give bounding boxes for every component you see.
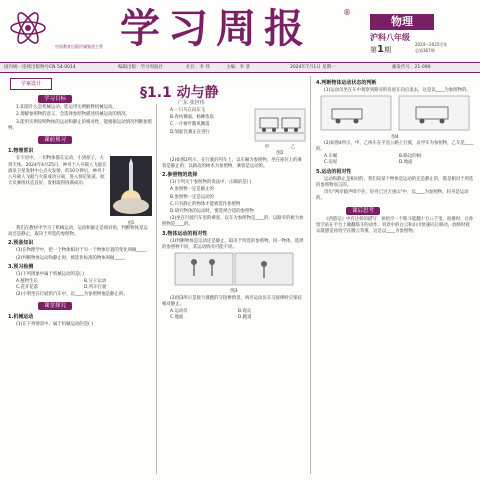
relativity-heading: 3.物体运动的相对性 xyxy=(162,230,208,237)
judge-options xyxy=(316,154,474,166)
newspaper-title: 学习周报 xyxy=(120,5,312,52)
registered-mark: ® xyxy=(343,8,351,17)
preview-text: 在宇宙中，一切物体都在运动，小到原子，大到天体。2024年4月25日，神舟十八号载人飞船在酒泉卫星发射中心点火发射，约10分钟后，神舟十八号载人飞船与火箭成功分离，进入预定轨道，航天员乘组状态良好，发射取得圆满成功。 xyxy=(8,156,107,187)
prep-heading: 2.预备知识 xyxy=(8,240,34,247)
relative-motion-text: 运动和静止是相对的，我们说某个物体是运动的还是静止的，都是相对于所选的参照物而言的。 xyxy=(316,176,474,189)
judge-text-2: (2)如图4所示，甲、乙两车在平直公路上行驶，以甲车为参照物，乙车是____的。 xyxy=(316,140,474,153)
rel-option-d: D.跑道 xyxy=(238,315,252,321)
judge-option-a: A.车厢 xyxy=(324,154,338,160)
option-c: C.花开花落 xyxy=(16,285,39,291)
prep-q1: (1)在物理学中，把一个物体相对于另一个物体位置的变化叫做____。 xyxy=(16,248,150,254)
preview-block xyxy=(8,156,152,225)
info-postal: 邮发代号：21-090 xyxy=(392,65,431,70)
choice-d: D.划船比赛正在进行 xyxy=(170,129,210,135)
relativity-options xyxy=(162,309,306,321)
column-divider xyxy=(156,104,157,474)
figure-3-caption: 图3 xyxy=(230,289,238,295)
info-cn: 国内统一连续出版物号CN 54-0014 xyxy=(4,65,76,70)
after-class-text: 《西游记》中有这样的描写：孙悟空一个筋斗能翻十万八千里。拍摄时，让孙悟空站在平台上做翻筋斗的动作，背景中的白云和山川快速向后移动，放映时观众就感觉孙悟空在腾云驾雾，这是以____为参照物。 xyxy=(316,216,474,235)
inquiry-heading: 1.机械运动 xyxy=(8,314,34,321)
judge-heading: 4.判断物体运动状态的判断 xyxy=(316,80,377,86)
info-bar xyxy=(0,62,480,73)
judge-text-1: (1)运动员坐在车中观察到路旁的房屋在向后退去，这是以____为参照物的。 xyxy=(324,88,471,94)
option-b: B.分子运动 xyxy=(84,279,106,285)
info-chief: 主编：李 菲 xyxy=(226,65,250,70)
rel-option-a: A.运动员 xyxy=(170,309,188,315)
poem-question: 诗句"两岸猿声啼不住，轻舟已过万重山"中，以____为参照物，轻舟是运动的。 xyxy=(316,190,469,202)
info-editor: 编辑出版：学习周报社 xyxy=(118,65,163,70)
section-tag: 学案设计 xyxy=(10,78,52,90)
issue-value: 1 xyxy=(377,44,384,55)
choice-c: C.一片树叶随风飘落 xyxy=(170,122,210,128)
info-date: 2024年7月1日 星期一 xyxy=(290,65,336,70)
choice-list xyxy=(162,108,250,158)
publisher-name: 中国教育出版传媒集团主管 xyxy=(55,44,103,49)
rocket-figure xyxy=(110,156,152,225)
figure-1-caption: 图1 xyxy=(127,219,135,225)
figure-3 xyxy=(162,252,306,295)
prep-q2: (2)判断物体运动和静止时，被选作标准的物体叫做____。 xyxy=(16,255,128,261)
judge-option-c: C.房屋 xyxy=(324,160,338,166)
masthead xyxy=(0,0,480,60)
reference-opt-c: C.只有静止的物体才能被选作参照物 xyxy=(170,201,241,207)
rocket-launch-icon xyxy=(110,156,152,216)
issue-code xyxy=(415,42,447,54)
train-paragraph: (2)如图2所示，在行驶的列车上，以车厢为参照物，坐在座位上的乘客是静止的；以路边的树木为参照物，乘客是运动的。 xyxy=(162,157,302,169)
column-1 xyxy=(8,92,152,329)
issue-suffix: 期 xyxy=(383,46,391,54)
test-q1: (1)下列现象中属于机械运动的是( ) xyxy=(16,272,85,278)
choices-block xyxy=(162,108,306,158)
figure-2-label-jia: 甲 xyxy=(264,145,270,151)
option-d: D.列车行驶 xyxy=(84,285,107,291)
box-learning-goals: 学习目标 xyxy=(38,95,72,103)
judge-option-b: B.路边的树 xyxy=(399,154,421,160)
cars-illustration-icon xyxy=(320,95,470,131)
relativity-text: (1)判断物体是运动还是静止，取决于所选的参照物。同一物体，选择的参照物不同，其运动情况可能不同。 xyxy=(162,238,304,251)
column-3 xyxy=(316,78,474,236)
issue-number xyxy=(370,44,391,55)
column-2 xyxy=(162,108,306,321)
reference-opt-d: D.研究物体的运动时，要选择合适的参照物 xyxy=(170,209,254,215)
figure-2-caption: 图2 xyxy=(276,151,284,157)
subject-badge: 物理 xyxy=(370,14,434,30)
relativity-text-2: (2)图3所示是接力赛跑的交接棒情景，两名运动员在交接棒时应保持相对静止。 xyxy=(162,295,302,307)
section-title: §1.1 动与静 xyxy=(140,85,219,101)
info-president: 社长：李 伟 xyxy=(186,65,210,70)
preview-text-2: 我们在教材中学习了机械运动，运动和静止是相对的，判断物体是运动还是静止，取决于所选的参照物。 xyxy=(8,225,148,238)
reference-opt-b: B.参照物一定是运动的 xyxy=(170,194,214,200)
test-heading: 3.预习检测 xyxy=(8,263,34,270)
reference-q2: (2)坐在行驶汽车里的乘客，以车为参照物是____的，以路旁的树为参照物是____的。 xyxy=(162,216,304,228)
figure-2-label-yi: 乙 xyxy=(290,145,296,151)
rel-option-b: B.观众 xyxy=(238,309,252,315)
box-preview: 课前预习 xyxy=(38,136,72,144)
author: 广东 张世伟 xyxy=(178,100,205,106)
goal-1: 1.知道什么是机械运动，能运用实例解释机械运动。 xyxy=(16,105,117,111)
issue-prefix: 第 xyxy=(370,46,377,54)
relay-race-illustration-icon xyxy=(174,252,294,286)
option-a: A.植物生长 xyxy=(16,279,38,285)
goal-3: 3.能用实例说明物体的运动和静止的相对性，能根据运动情况判断参照物。 xyxy=(8,119,152,131)
judge-option-d: D.地面 xyxy=(399,160,413,166)
preview-heading: 1.物理常识 xyxy=(8,148,34,155)
figure-4-caption: 图4 xyxy=(391,134,399,140)
test-options xyxy=(8,279,152,291)
atom-logo-icon xyxy=(8,8,48,48)
choice-b: B.春风拂面，杨柳依依 xyxy=(170,115,214,121)
reference-opt-a: A.参照物一定是静止的 xyxy=(170,187,214,193)
box-inquiry: 课堂探究 xyxy=(38,302,72,310)
inquiry-q1: (1)在下列情景中，属于机械运动的是( ) xyxy=(16,322,93,328)
figure-4 xyxy=(316,95,474,140)
test-q2: (2)小明坐在行驶的汽车中，以____为参照物他是静止的。 xyxy=(16,291,128,297)
goal-2: 2.理解参照物的意义，会选择参照物描述机械运动的情况。 xyxy=(16,112,130,118)
code-line2: 总第367期 xyxy=(415,48,435,53)
code-line1: 2024—2025学年 xyxy=(415,42,448,47)
column-divider xyxy=(310,76,311,474)
relative-motion-heading: 5.运动的相对性 xyxy=(316,168,352,175)
reference-q1: (1)下列关于参照物的说法中，正确的是( ) xyxy=(170,180,252,186)
reference-heading: 2.参照物的选择 xyxy=(162,172,198,179)
choice-a: A.一只鸟在向东飞 xyxy=(170,108,206,113)
train-illustration-icon xyxy=(254,108,306,142)
box-after-class: 课后思考 xyxy=(346,207,380,215)
figure-2 xyxy=(254,108,306,158)
edition-label: 沪科八年级 xyxy=(370,33,410,42)
rel-option-c: C.地面 xyxy=(170,315,184,321)
